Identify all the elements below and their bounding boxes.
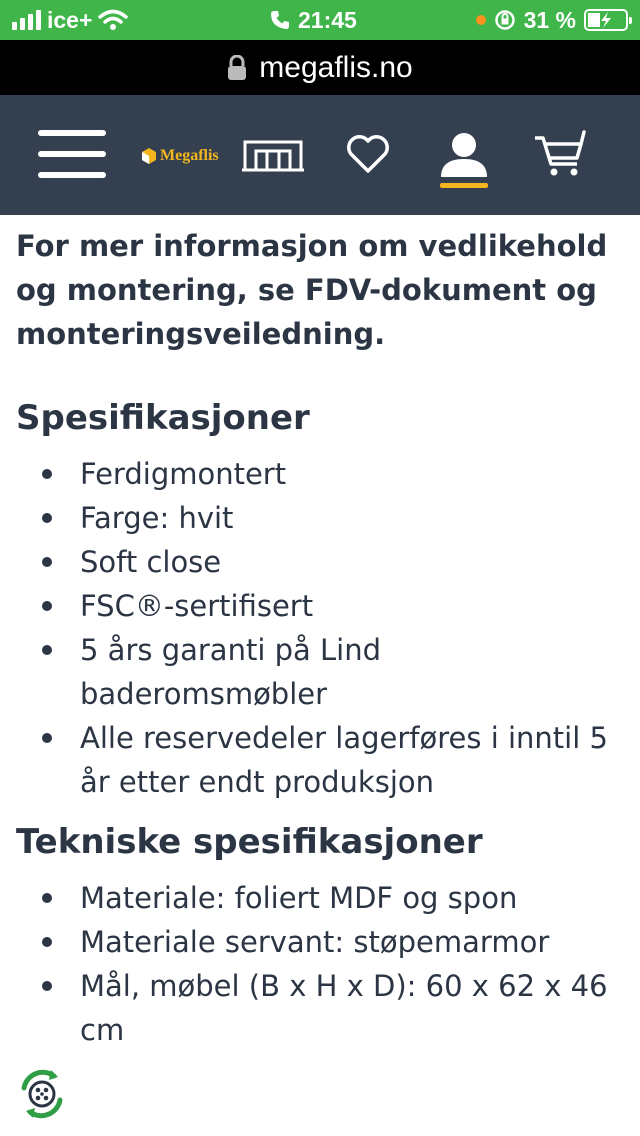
battery-percent: 31 % [523,6,576,33]
address-bar[interactable] [0,40,640,95]
orientation-lock-icon [494,9,516,31]
recycle-badge-icon[interactable] [14,1066,70,1122]
specs-list [16,452,616,804]
signal-icon [12,10,41,30]
list-item: Materiale: foliert MDF og spon [16,876,616,920]
list-item: Materiale servant: støpemarmor [16,920,616,964]
carrier-name: ice+ [47,6,93,33]
cart-icon[interactable] [533,130,587,178]
maintenance-info-text: For mer informasjon om vedlikehold og montering, se FDV-dokument og monteringsveiledning. [16,229,608,351]
list-item: Soft close [16,540,616,584]
list-item: Ferdigmontert [16,452,616,496]
lock-icon [227,55,247,81]
clock: 21:45 [298,6,357,33]
list-item: Alle reservedeler lagerføres i inntil 5 år etter endt produksjon [16,716,616,804]
tech-specs-list [16,876,616,1052]
url-text: megaflis.no [259,50,413,84]
phone-icon [270,10,290,30]
menu-icon[interactable] [38,130,106,180]
logo-text: Megaflis [160,147,219,164]
status-bar [0,0,640,40]
list-item: Farge: hvit [16,496,616,540]
user-active-underline [440,183,488,188]
heart-icon[interactable] [346,134,390,174]
battery-charging-icon [584,9,628,31]
store-icon[interactable] [242,139,304,173]
product-description [16,224,616,1052]
logo-mark-icon [142,148,156,164]
specs-heading: Spesifikasjoner [16,398,310,438]
list-item: 5 års garanti på Lind baderomsmøbler [16,628,616,716]
recording-dot [476,15,486,25]
list-item: FSC®-sertifisert [16,584,616,628]
tech-specs-heading: Tekniske spesifikasjoner [16,822,483,862]
user-icon[interactable] [438,131,490,179]
site-header [0,95,640,215]
wifi-icon [98,9,128,31]
megaflis-logo[interactable] [142,143,219,169]
list-item: Mål, møbel (B x H x D): 60 x 62 x 46 cm [16,964,616,1052]
